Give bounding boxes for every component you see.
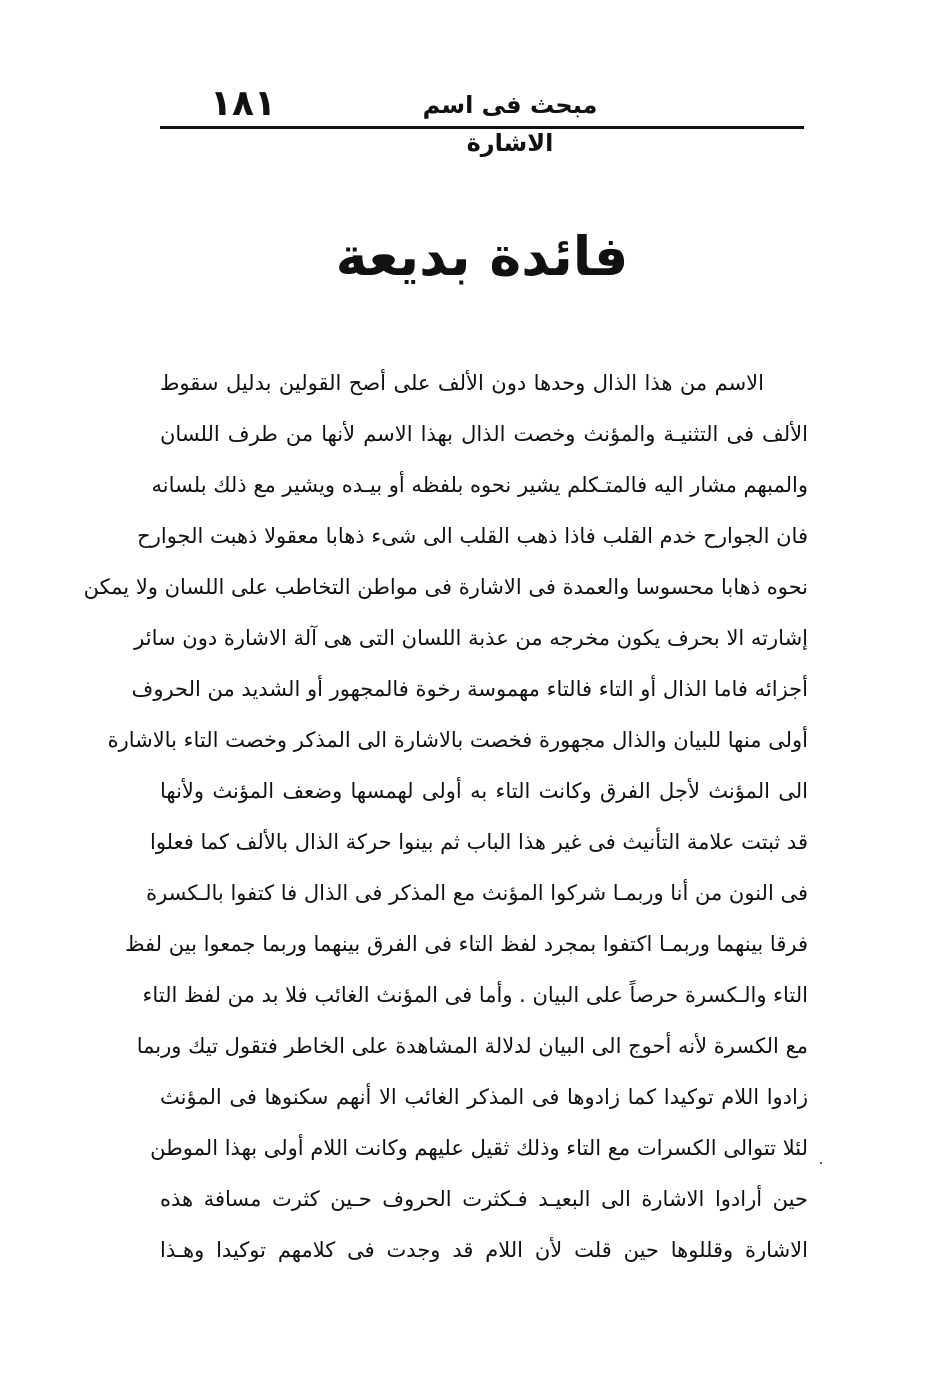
page-number: ١٨١ [210,83,276,124]
section-title: فائدة بديعة [335,225,629,288]
text-line: التاء والـكسرة حرصاً على البيان . وأما فى المؤنث الغائب فلا بد من لفظ التاء [142,983,808,1007]
text-line: فى النون من أنا وربمـا شركوا المؤنث مع المذكر فى الذال فا كتفوا بالـكسرة [146,881,808,905]
text-line: والمبهم مشار اليه فالمتـكلم يشير نحوه بلفظه أو بيـده ويشير مع ذلك بلسانه [151,473,808,497]
header-rule [160,126,804,129]
text-line: الاسم من هذا الذال وحدها دون الألف على أصح القولين بدليل سقوط [160,371,764,395]
text-line: مع الكسرة لأنه أحوج الى البيان لدلالة المشاهدة على الخاطر فتقول تيك وربما [136,1034,808,1058]
text-line: نحوه ذهابا محسوسا والعمدة فى الاشارة فى مواطن التخاطب على اللسان ولا يمكن [83,575,808,599]
text-line: حين أرادوا الاشارة الى البعيـد فـكثرت الحروف حـين كثرت مسافة هذه [160,1187,808,1211]
margin-speck [820,1162,822,1164]
text-line: الألف فى التثنيـة والمؤنث وخصت الذال بهذا الاسم لأنها من طرف اللسان [160,422,808,446]
text-line: لئلا تتوالى الكسرات مع التاء وذلك ثقيل عليهم وكانت اللام أولى بهذا الموطن [150,1136,808,1160]
text-line: فرقا بينهما وربمـا اكتفوا بمجرد لفظ التاء فى الفرق بينهما وربما جمعوا بين لفظ [125,932,808,956]
text-line: أولى منها للبيان والذال مجهورة فخصت بالاشارة الى المذكر وخصت التاء بالاشارة [107,728,808,752]
text-line: الاشارة وقللوها حين قلت لأن اللام قد وجدت فى كلامهم توكيدا وهـذا [160,1238,808,1262]
text-line: قد ثبتت علامة التأنيث فى غير هذا الباب ثم بينوا حركة الذال بالألف كما فعلوا [149,830,808,854]
text-line: إشارته الا بحرف يكون مخرجه من عذبة اللسان التى هى آلة الاشارة دون سائر [134,626,808,650]
text-line: أجزائه فاما الذال أو التاء فالتاء مهموسة رخوة فالمجهور أو الشديد من الحروف [131,677,808,701]
text-line: فان الجوارح خدم القلب فاذا ذهب القلب الى شىء ذهابا معقولا ذهبت الجوارح [137,524,808,548]
text-line: الى المؤنث لأجل الفرق وكانت التاء به أولى لهمسها وضعف المؤنث ولأنها [160,779,808,803]
body-text [83,358,808,1276]
running-header-title: مبحث فى اسم الاشارة [422,91,598,157]
text-line: زادوا اللام توكيدا كما زادوها فى المذكر الغائب الا أنهم سكنوها فى المؤنث [160,1085,808,1109]
running-header [160,80,804,157]
